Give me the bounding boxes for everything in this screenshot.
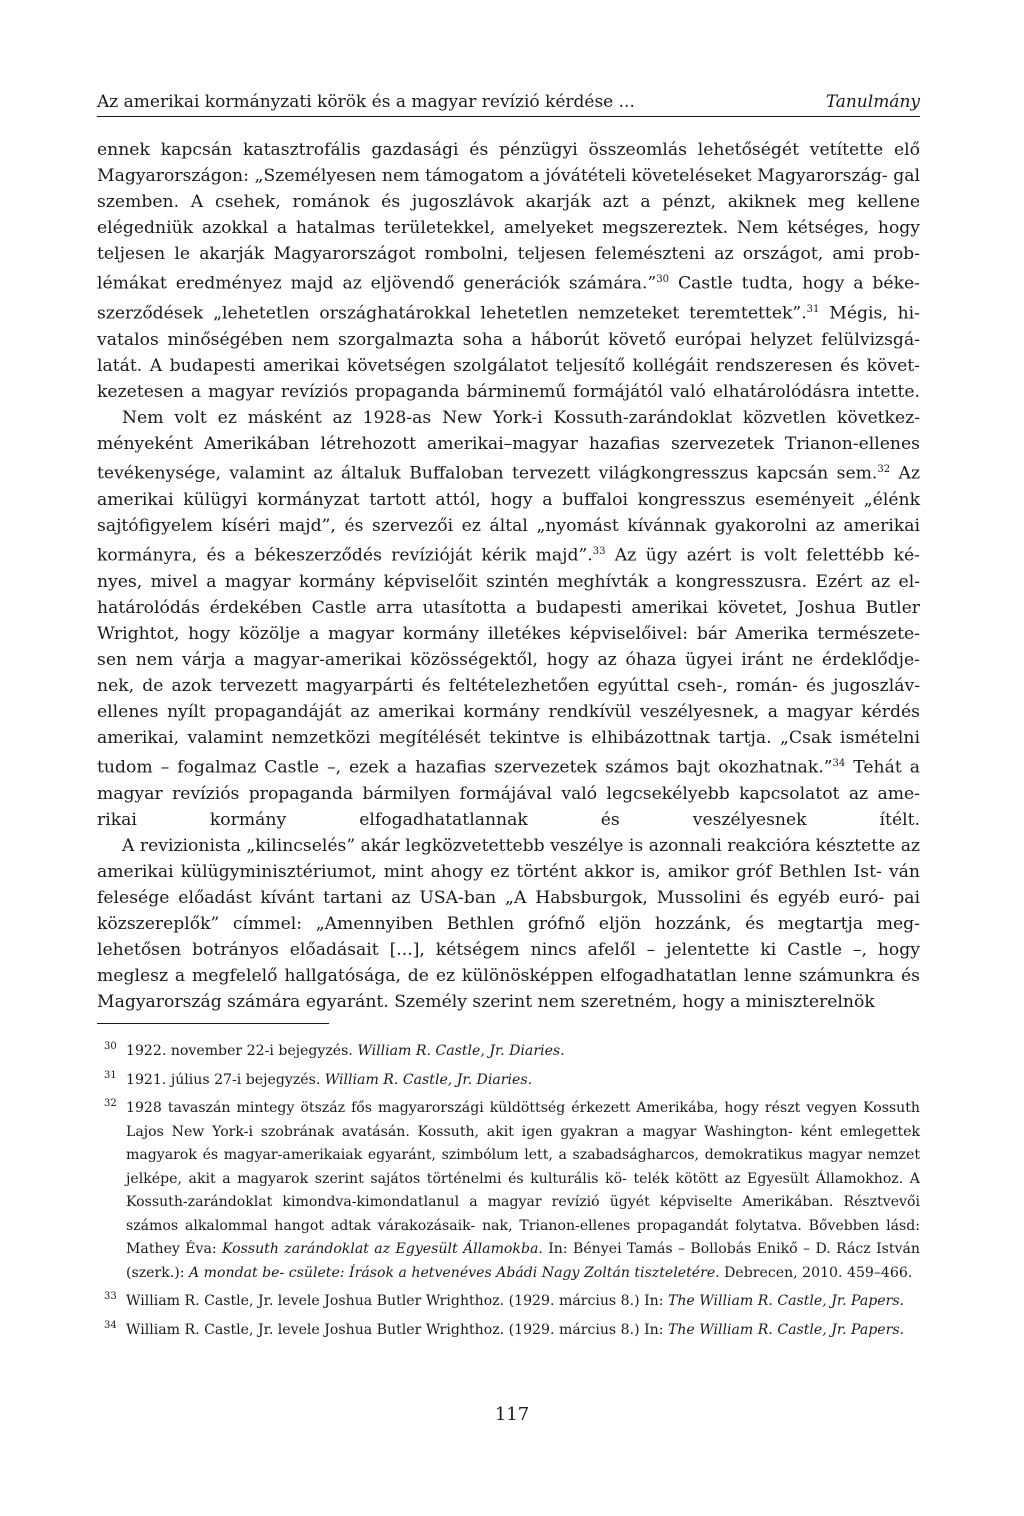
footnote-34: 34 William R. Castle, Jr. levele Joshua Butler Wrighthoz. (1929. március 8.) In: The William R. Castle, Jr. Papers. bbox=[97, 1319, 920, 1343]
footnote-ref-34: 34 bbox=[832, 758, 846, 770]
footnote-ref-33: 33 bbox=[592, 545, 606, 557]
paragraph-2: Nem volt ez másként az 1928-as New York-i Kossuth-zarándoklat közvetlen következ- ményeként Amerikában létrehozott amerikai–magyar hazafias szervezetek Trianon-ellenes tevékenysége, valamint az általuk Buffaloban tervezett világkongresszus kapcsán sem.$^{32}$ Az amerikai külügyi kormányzat tartott attól, hogy a buffaloi kongresszus eseményeit „élénk sajtófigyelem kíséri majd”, és szervezői ez által „nyomást kívánnak gyakorolni az amerikai kormányra, és a békeszerződés revízióját kérik majd”.$^{33}$ Az ügy azért is volt felettébb ké- nyes, mivel a magyar kormány képviselőit szintén meghívták a kongresszusra. Ezért az el- határolódás érdekében Castle arra utasította a budapesti amerikai követet, Joshua Butler Wrightot, hogy közölje a magyar kormány illetékes képviselőivel: bár Amerika természete- sen nem várja a magyar-amerikai közösségektől, hogy az óhaza ügyei iránt ne érdeklődje- nek, de azok tervezett magyarpárti és feltételezhetően egyúttal cseh-, román- és jugoszláv- ellenes nyílt propagandáját az amerikai kormány rendkívül veszélyesnek, a magyar kérdés amerikai, valamint nemzetközi megítélését tekintve is elhibázottnak tartja. „Csak ismételni tudom – fogalmaz Castle –, ezek a hazafias szervezetek számos bajt okozhatnak.”$^{34}$ Tehát a magyar revíziós propaganda bármilyen formájával való legcsekélyebb kapcsolatot az ame- rikai kormány elfogadhatatlannak és veszélyesnek ítélt. bbox=[97, 407, 921, 830]
footnote-number: 34 bbox=[104, 1319, 117, 1331]
footnote-ref-32: 32 bbox=[877, 464, 891, 476]
footnote-number: 30 bbox=[104, 1041, 117, 1052]
header-section: Tanulmány bbox=[825, 92, 920, 112]
paragraph-3: A revizionista „kilincselés” akár legközvetettebb veszélye is azonnali reakcióra késztette az amerikai külügyminisztériumot, mint ahogy ez történt akkor is, amikor gróf Bethlen Ist- ván felesége előadást kívánt tartani az USA-ban „A Habsburgok, Mussolini és egyéb euró- pai közszereplők” címmel: „Amennyiben Bethlen grófnő eljön hozzánk, és megtartja meg- lehetősen botrányos előadásait [...], kétségem nincs afelől – jelentette ki Castle –, hogy meglesz a megfelelő hallgatósága, de ez különösképpen elfogadhatatlan lenne számunkra és Magyarország számára egyaránt. Személy szerint nem szeretném, hogy a miniszterelnök bbox=[97, 835, 920, 1013]
footnote-ref-31: 31 bbox=[806, 304, 820, 316]
header-title: Az amerikai kormányzati körök és a magyar revízió kérdése ... bbox=[97, 92, 635, 112]
footnote-number: 33 bbox=[104, 1291, 117, 1302]
running-header bbox=[97, 86, 920, 117]
footnote-32: 32 1928 tavaszán mintegy ötszáz fős magyarországi küldöttség érkezett Amerikába, hogy részt vegyen Kossuth Lajos New York-i szobrának avatásán. Kossuth, akit igen gyakran a magyar Washington- ként emlegettek magyarok és magyar-amerikaiak egyaránt, szimbólum lett, a szabadságharcos, demokratikus magyar nemzet jelképe, akit a magyarok szerint sajátos történelmi és kulturális kö- telék kötött az Egyesült Államokhoz. A Kossuth-zarándoklat kimondva-kimondatlanul a magyar revízió ügyét képviselte Amerikában. Résztvevői számos alkalommal hangot adtak várakozásaik- nak, Trianon-ellenes propagandát folytatva. Bővebben lásd: Mathey Éva: Kossuth zarándoklat az Egyesült Államokba. In: Bényei Tamás – Bollobás Enikő – D. Rácz István (szerk.): A mondat be- csülete: Írások a hetvenéves Abádi Nagy Zoltán tiszteletére. Debrecen, 2010. 459–466. bbox=[97, 1097, 920, 1285]
footnote-30: 30 1922. november 22-i bejegyzés. William R. Castle, Jr. Diaries. bbox=[97, 1040, 920, 1064]
footnote-number: 31 bbox=[104, 1069, 117, 1081]
footnote-ref-30: 30 bbox=[656, 274, 670, 286]
paragraph-1: ennek kapcsán katasztrofális gazdasági és pénzügyi összeomlás lehetőségét vetítette elő Magyarországon: „Személyesen nem támogatom a jóvátételi követeléseket Magyarország- gal szemben. A csehek, románok és jugoszlávok akarják azt a pénzt, akiknek meg kellene elégedniük azokkal a hatalmas területekkel, amelyeket megszereztek. Nem kétséges, hogy teljesen le akarják Magyarországot rombolni, teljesen felemészteni az országot, ami prob- lémákat eredményez majd az eljövendő generációk számára.”$^{30}$ Castle tudta, hogy a béke- szerződések „lehetetlen országhatárokkal lehetetlen nemzeteket teremtettek”.$^{31}$ Mégis, hi- vatalos minőségében nem szorgalmazta soha a háborút követő európai helyzet felülvizsgá- latát. A budapesti amerikai követségen szolgálatot teljesítő kollégáit rendszeresen és követ- kezetesen a magyar revíziós propaganda bárminemű formájától való elhatárolódásra intette. bbox=[97, 140, 920, 402]
page-number: 117 bbox=[494, 1404, 530, 1425]
footnote-number: 32 bbox=[104, 1098, 117, 1109]
main-text bbox=[97, 137, 920, 1015]
footnote-31: 31 1921. július 27-i bejegyzés. William R. Castle, Jr. Diaries. bbox=[97, 1069, 920, 1093]
footnote-divider bbox=[97, 1023, 329, 1024]
footnotes bbox=[97, 1040, 920, 1347]
footnote-33: 33 William R. Castle, Jr. levele Joshua Butler Wrighthoz. (1929. március 8.) In: The William R. Castle, Jr. Papers. bbox=[97, 1290, 920, 1314]
